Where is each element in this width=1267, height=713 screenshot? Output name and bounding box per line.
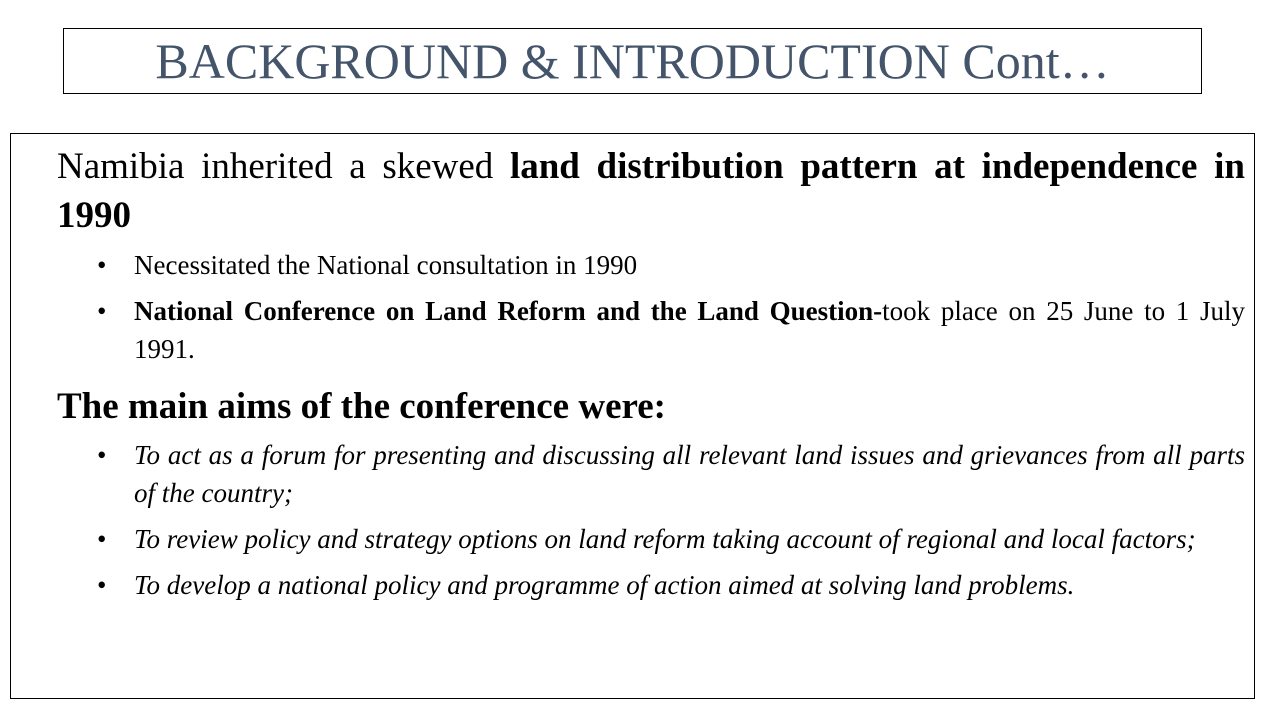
bullet-icon: • (97, 440, 107, 470)
intro-bold-text: land distribution pattern at independence in 1990 (57, 146, 1245, 236)
list-item (57, 520, 1245, 558)
bullet-icon: • (97, 296, 107, 326)
bullet-icon: • (97, 250, 107, 280)
title-box (63, 28, 1202, 94)
intro-bullet-list (57, 246, 1245, 376)
bullet-icon: • (97, 570, 107, 600)
aims-heading: The main aims of the conference were: (57, 386, 666, 427)
list-item (57, 292, 1245, 368)
list-item-bold-text: National Conference on Land Reform and the Land Question- (134, 296, 883, 326)
list-item (57, 436, 1245, 512)
aims-bullet-list (57, 436, 1245, 612)
intro-normal-text: Namibia inherited a skewed (57, 146, 510, 187)
list-item-text: To review policy and strategy options on land reform taking account of regional and local factors; (134, 524, 1196, 554)
intro-paragraph (57, 142, 1245, 240)
slide-title: BACKGROUND & INTRODUCTION Cont… (155, 33, 1110, 89)
list-item-text: Necessitated the National consultation in 1990 (134, 250, 638, 280)
bullet-icon: • (97, 524, 107, 554)
list-item-text: To develop a national policy and programme of action aimed at solving land problems. (134, 570, 1075, 600)
list-item (57, 246, 1245, 284)
list-item-text: took place on 25 June to 1 July 1991. (134, 296, 1245, 364)
list-item-text: To act as a forum for presenting and discussing all relevant land issues and grievances from all parts of the country; (134, 440, 1245, 508)
list-item (57, 566, 1245, 604)
content-box (10, 133, 1255, 699)
